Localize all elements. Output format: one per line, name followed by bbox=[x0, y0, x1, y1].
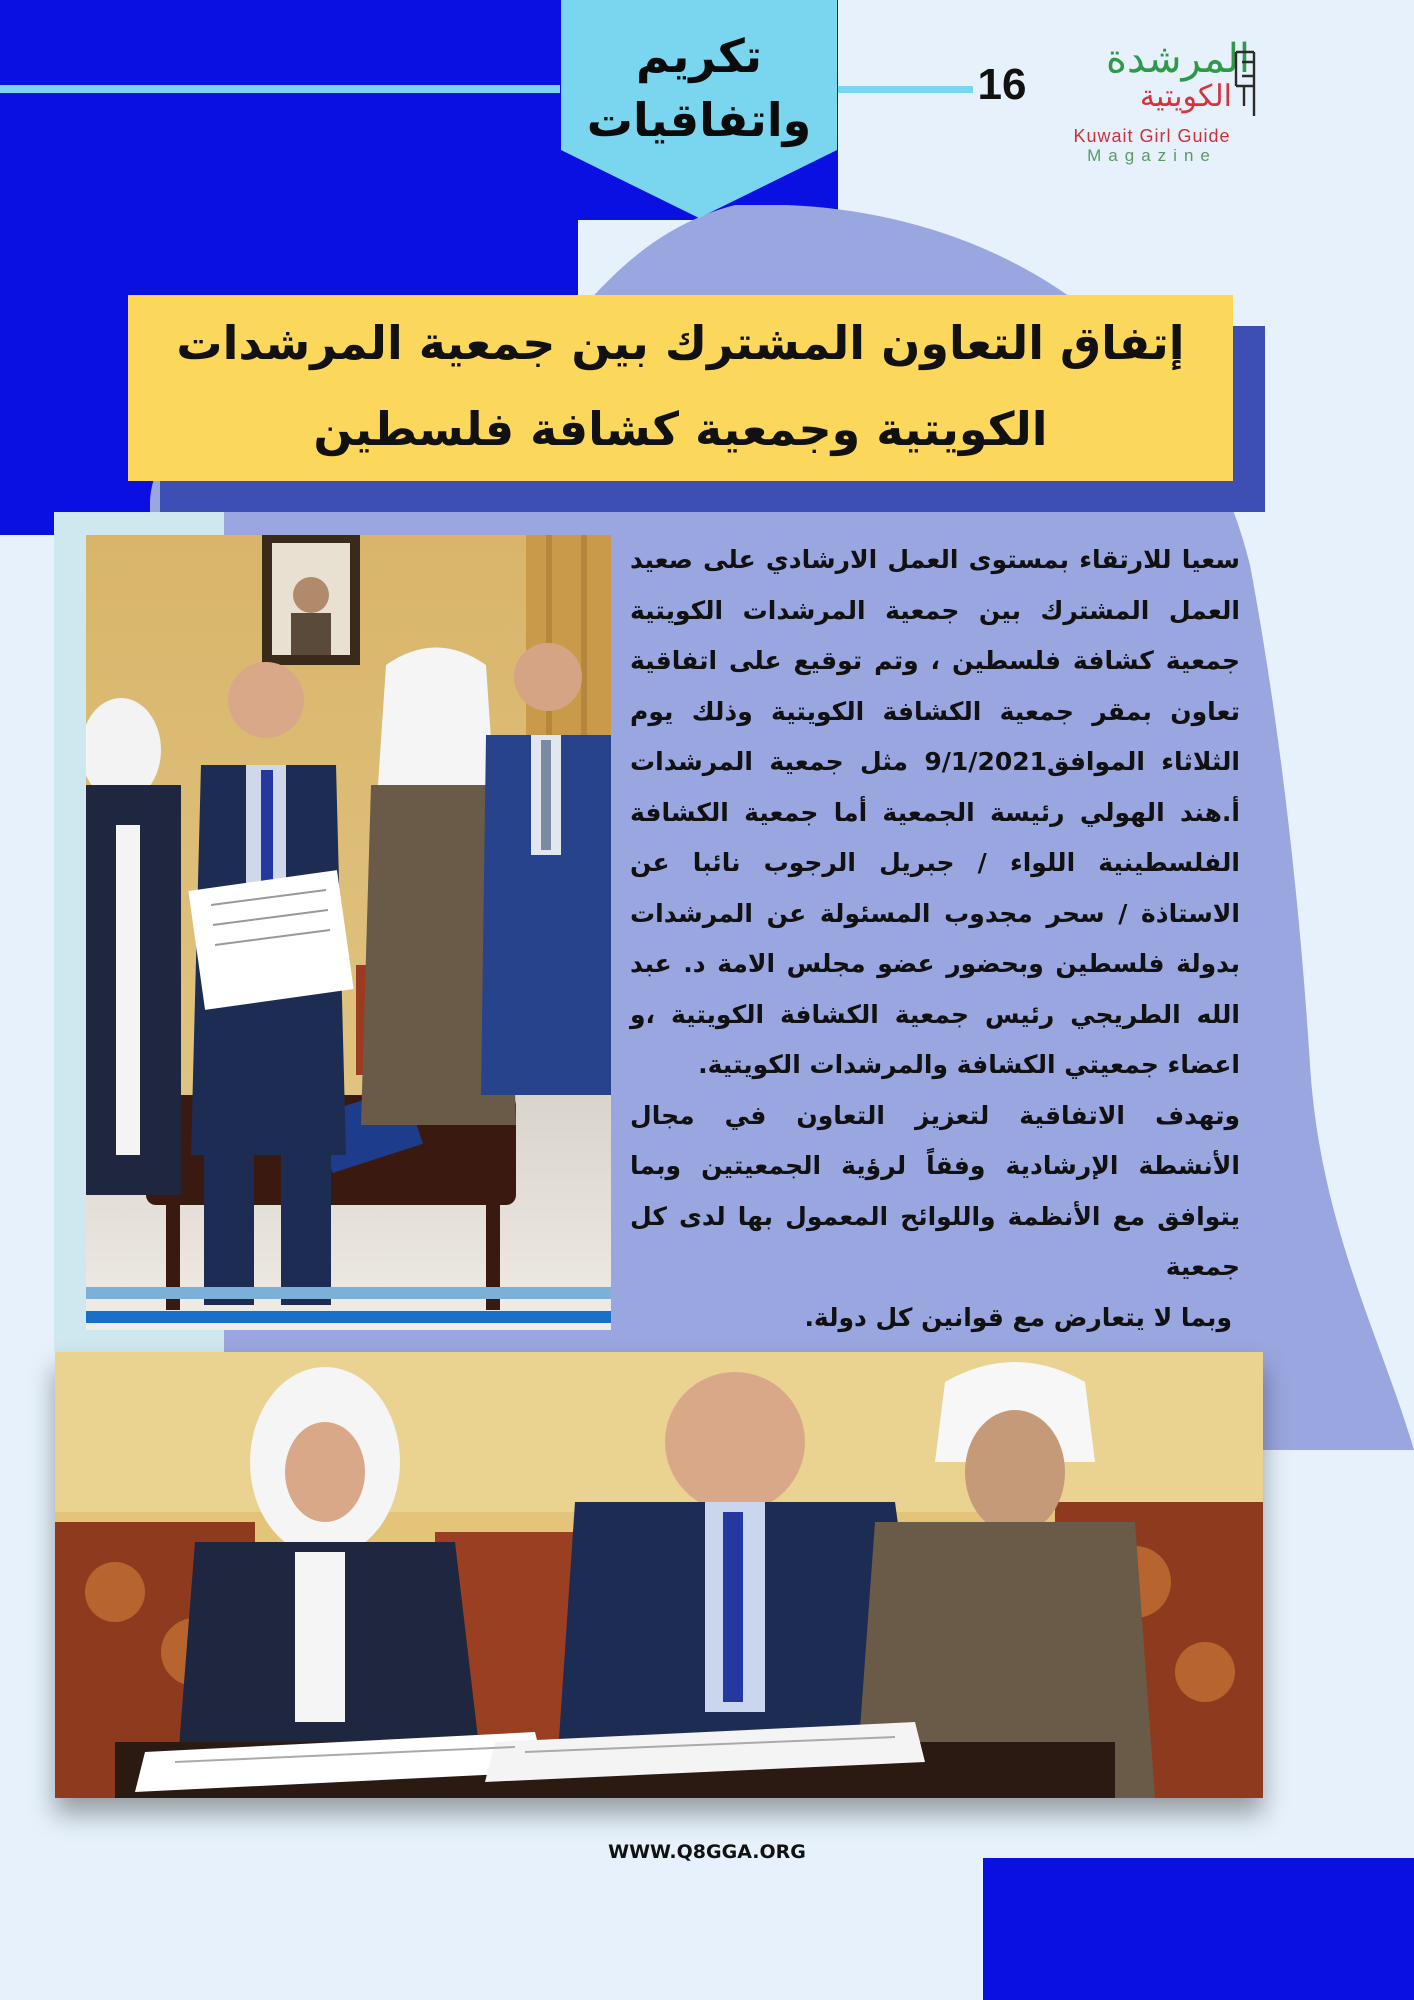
logo-arabic-line1: المرشدة bbox=[1106, 36, 1250, 82]
article-body bbox=[630, 535, 1240, 1343]
background-bottom-block bbox=[983, 1858, 1414, 2000]
logo-english-line1: Kuwait Girl Guide bbox=[1073, 126, 1231, 146]
article-paragraph-3: وبما لا يتعارض مع قوانين كل دولة. bbox=[804, 1302, 1232, 1332]
guide-salute-hand-icon bbox=[1232, 46, 1258, 126]
logo-english-line2: Magazine bbox=[1087, 146, 1217, 165]
logo-arabic-line2: الكويتية bbox=[1139, 79, 1232, 114]
headline-line2: الكويتية وجمعية كشافة فلسطين bbox=[313, 402, 1048, 456]
header-rule-left bbox=[0, 85, 560, 93]
article-paragraph-1: سعيا للارتقاء بمستوى العمل الارشادي على صعيد العمل المشترك بين جمعية المرشدات الكويتية جمعية كشافة فلسطين ، وتم توقيع على اتفاقية تعاون بمقر جمعية الكشافة الكويتية وذلك يوم الثلاثاء الموافق9/1/2021 مثل جمعية المرشدات أ.هند الهولي رئيسة الجمعية أما جمعية الكشافة الفلسطينية اللواء / جبريل الرجوب نائبا عن الاستاذة / سحر مجدوب المسئولة عن المرشدات بدولة فلسطين وبحضور عضو مجلس الامة د. عبد الله الطريجي رئيس جمعية الكشافة الكويتية ،و اعضاء جمعيتي الكشافة والمرشدات الكويتية. bbox=[630, 545, 1240, 1079]
headline-line1: إتفاق التعاون المشترك بين جمعية المرشدات bbox=[176, 316, 1185, 370]
header-rule-right bbox=[838, 86, 973, 93]
section-title-line2: واتفاقيات bbox=[586, 93, 812, 147]
website-url[interactable]: WWW.Q8GGA.ORG bbox=[608, 1841, 806, 1863]
section-title bbox=[561, 24, 837, 152]
article-headline bbox=[128, 300, 1233, 472]
section-title-line1: تكريم bbox=[636, 29, 762, 83]
photo-agreement-exchange-illustration bbox=[86, 535, 611, 1330]
photo-agreement-signing-illustration bbox=[55, 1352, 1263, 1798]
photo-agreement-exchange bbox=[86, 535, 611, 1330]
photo-agreement-signing bbox=[55, 1352, 1263, 1798]
page-number: 16 bbox=[977, 60, 1027, 109]
article-paragraph-2: وتهدف الاتفاقية لتعزيز التعاون في مجال الأنشطة الإرشادية وفقاً لرؤية الجمعيتين وبما يتوافق مع الأنظمة واللوائح المعمول بها لدى كل جمعية bbox=[630, 1100, 1240, 1281]
